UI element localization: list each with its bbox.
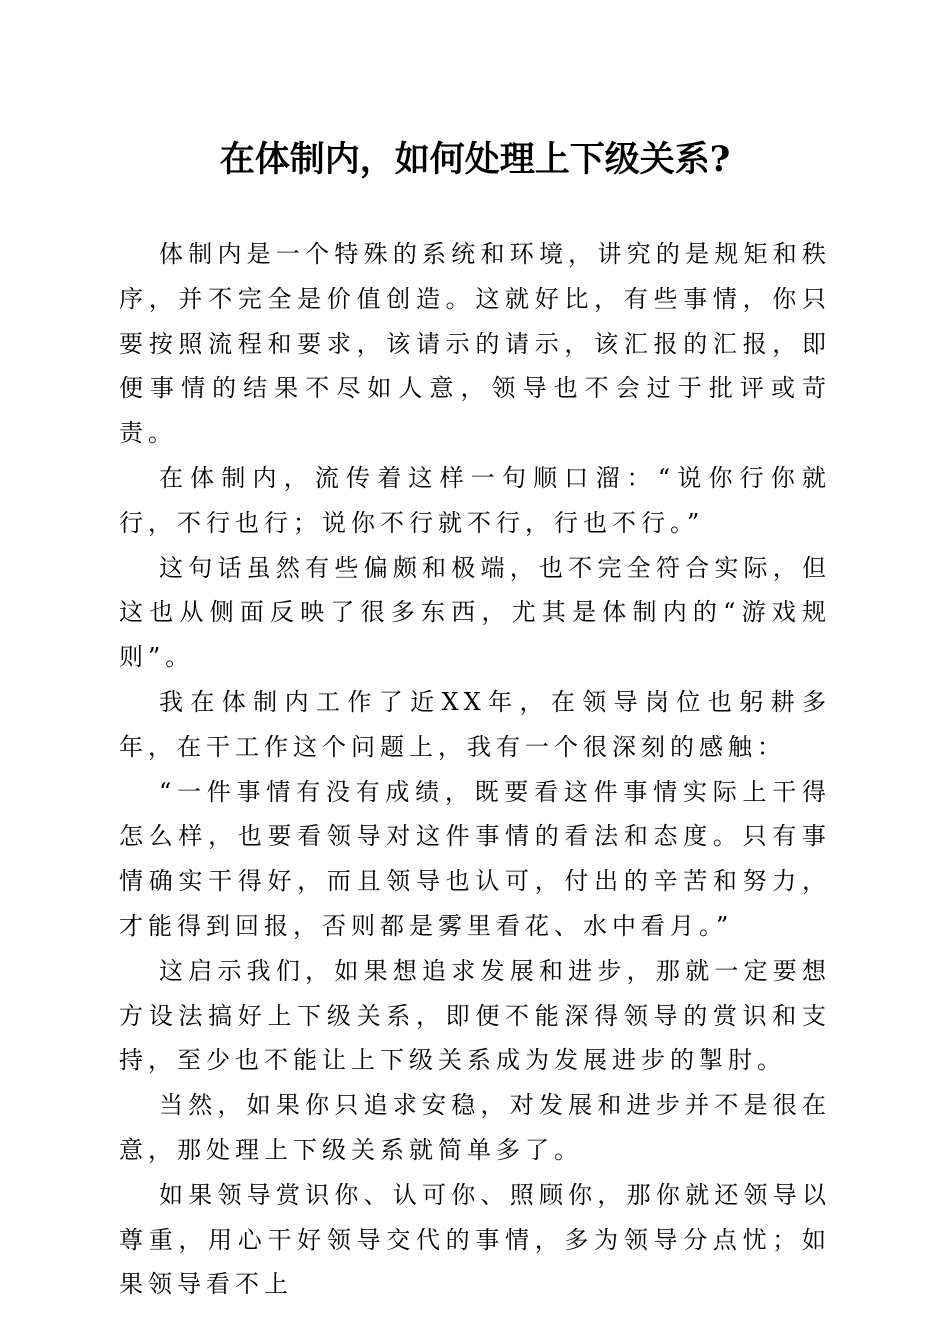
paragraph: 这句话虽然有些偏颇和极端，也不完全符合实际，但这也从侧面反映了很多东西，尤其是体制内的“游戏规则”。 — [119, 553, 831, 672]
paragraph: 这启示我们，如果想追求发展和进步，那就一定要想方设法搞好上下级关系，即便不能深得领导的赏识和支持，至少也不能让上下级关系成为发展进步的掣肘。 — [119, 956, 831, 1075]
paragraph: 我在体制内工作了近XX年，在领导岗位也躬耕多年，在干工作这个问题上，我有一个很深刻的感触： — [119, 687, 831, 761]
paragraph: 当然，如果你只追求安稳，对发展和进步并不是很在意，那处理上下级关系就简单多了。 — [119, 1091, 831, 1164]
paragraph: “一件事情有没有成绩，既要看这件事情实际上干得怎么样，也要看领导对这件事情的看法和态度。只有事情确实干得好，而且领导也认可，付出的辛苦和努力，才能得到回报，否则都是雾里看花、水中看月。” — [119, 777, 831, 940]
paragraph: 在体制内，流传着这样一句顺口溜：“说你行你就行，不行也行；说你不行就不行，行也不行。” — [119, 463, 831, 537]
document-body — [119, 232, 831, 1307]
paragraph: 如果领导赏识你、认可你、照顾你，那你就还领导以尊重，用心干好领导交代的事情，多为领导分点忧；如果领导看不上 — [119, 1180, 831, 1299]
document-title: 在体制内，如何处理上下级关系? — [219, 139, 731, 180]
paragraph: 体制内是一个特殊的系统和环境，讲究的是规矩和秩序，并不完全是价值创造。这就好比，有些事情，你只要按照流程和要求，该请示的请示，该汇报的汇报，即便事情的结果不尽如人意，领导也不会过于批评或苛责。 — [119, 240, 831, 448]
